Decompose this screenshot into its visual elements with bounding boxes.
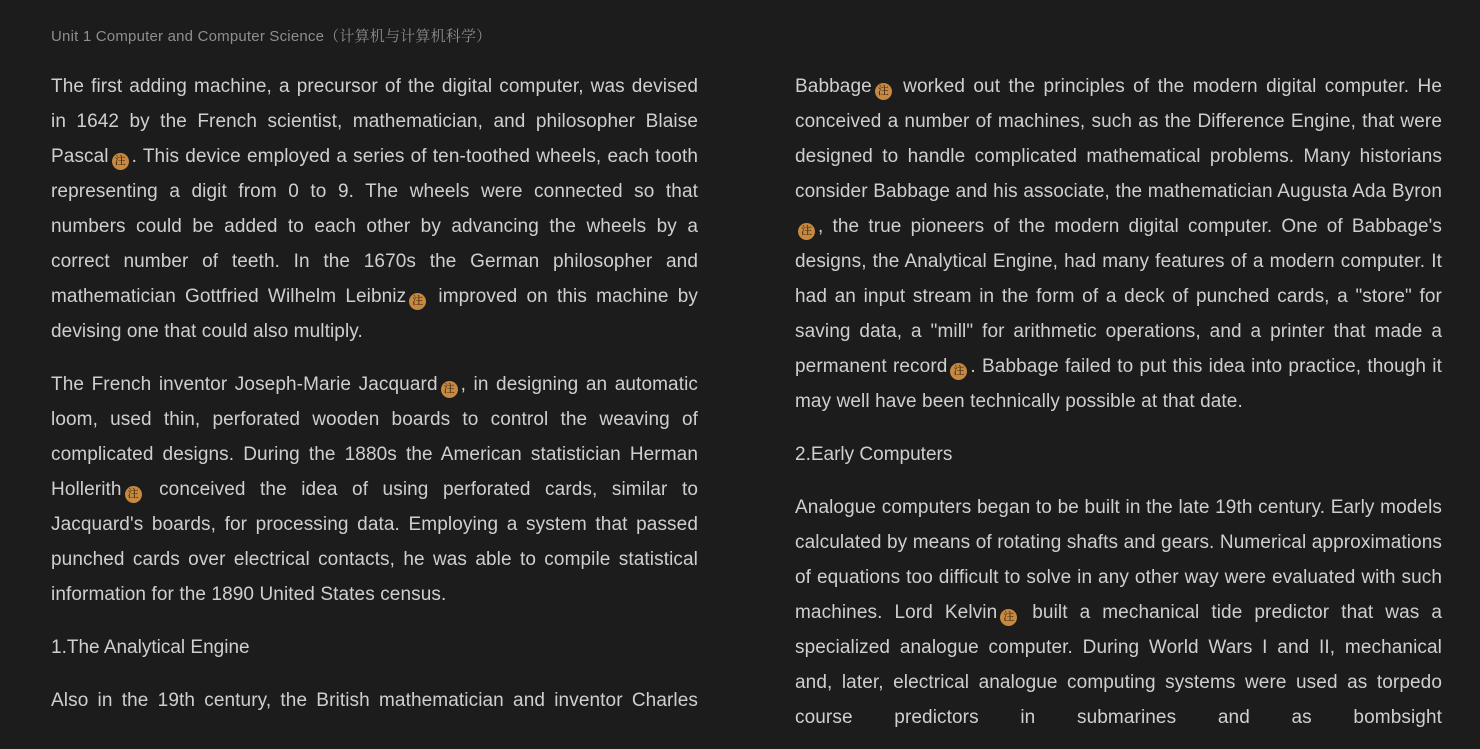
text-segment: Also in the 19th century, the British mathematician and inventor Charles bbox=[51, 690, 698, 711]
text-segment: worked out the principles of the modern digital computer. He conceived a number of machines, such as the Difference Engine, that were designed to handle complicated mathematical problems. Many historians consider Babbage and his associate, the mathematician Augusta Ada Byron bbox=[795, 76, 1442, 202]
text-segment: conceived the idea of using perforated cards, similar to Jacquard's boards, for processing data. Employing a system that passed punched cards over electrical contacts, he was able to compile statistical information for the 1890 United States census. bbox=[51, 479, 698, 605]
body-paragraph bbox=[51, 367, 698, 612]
annotation-icon[interactable]: 注 bbox=[409, 293, 426, 310]
annotation-icon[interactable]: 注 bbox=[125, 486, 142, 503]
text-segment: built a mechanical tide predictor that was a specialized analogue computer. During World Wars I and II, mechanical and, later, electrical analogue computing systems were used as torpedo course predictors in submarines and as bombsight bbox=[795, 602, 1443, 728]
annotation-icon[interactable]: 注 bbox=[441, 381, 458, 398]
section-heading: 1.The Analytical Engine bbox=[51, 637, 250, 658]
text-segment: improved on this machine by devising one that could also multiply. bbox=[51, 286, 698, 342]
annotation-icon[interactable]: 注 bbox=[875, 83, 892, 100]
text-segment: , in designing an automatic loom, used thin, perforated wooden boards to control the weaving of complicated designs. During the 1880s the American statistician Herman Hollerith bbox=[51, 374, 698, 500]
annotation-icon[interactable]: 注 bbox=[950, 363, 967, 380]
text-segment: . Babbage failed to put this idea into practice, though it may well have been technically possible at that date. bbox=[795, 356, 1442, 412]
text-segment: . This device employed a series of ten-toothed wheels, each tooth representing a digit from 0 to 9. The wheels were connected so that numbers could be added to each other by advancing the wheels by a correct number of teeth. In the 1670s the German philosopher and mathematician Gottfried Wilhelm Leibniz bbox=[51, 146, 698, 307]
reading-area bbox=[0, 45, 1480, 749]
page-title: Unit 1 Computer and Computer Science（计算机与计算机科学） bbox=[51, 28, 492, 45]
body-paragraph bbox=[51, 683, 698, 718]
text-segment: The first adding machine, a precursor of the digital computer, was devised in 1642 by the French scientist, mathematician, and philosopher Blaise Pascal bbox=[51, 76, 698, 167]
text-segment: Babbage bbox=[795, 76, 872, 97]
annotation-icon[interactable]: 注 bbox=[112, 153, 129, 170]
text-segment: , the true pioneers of the modern digital computer. One of Babbage's designs, the Analytical Engine, had many features of a modern computer. It had an input stream in the form of a deck of punched cards, a "store" for saving data, a "mill" for arithmetic operations, and a printer that made a permanent record bbox=[795, 216, 1442, 377]
text-segment: The French inventor Joseph-Marie Jacquard bbox=[51, 374, 438, 395]
body-paragraph bbox=[795, 490, 1442, 735]
section-heading: 2.Early Computers bbox=[795, 444, 953, 465]
text-column-left bbox=[51, 69, 698, 736]
text-segment: Analogue computers began to be built in the late 19th century. Early models calculated by means of rotating shafts and gears. Numerical approximations of equations too difficult to solve in any other way were evaluated with such machines. Lord Kelvin bbox=[795, 497, 1442, 623]
body-paragraph bbox=[795, 69, 1442, 419]
body-paragraph bbox=[51, 69, 698, 349]
annotation-icon[interactable]: 注 bbox=[798, 223, 815, 240]
annotation-icon[interactable]: 注 bbox=[1000, 609, 1017, 626]
page-header bbox=[0, 0, 1480, 45]
text-column-right bbox=[795, 69, 1442, 749]
